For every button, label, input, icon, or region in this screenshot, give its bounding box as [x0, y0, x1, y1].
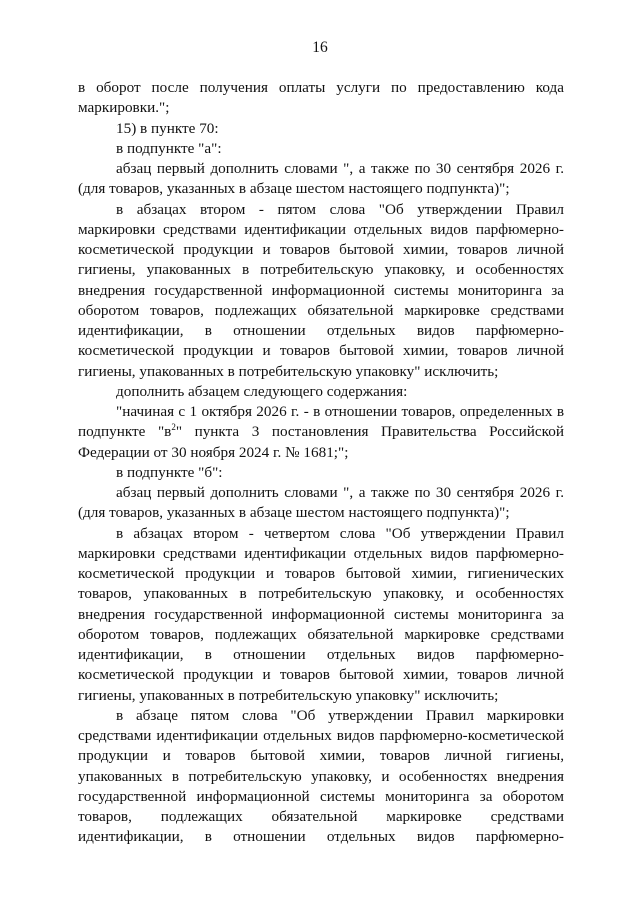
paragraph-add-subparagraph: дополнить абзацем следующего содержания:: [116, 382, 408, 400]
paragraph-continuation: в оборот после получения оплаты услуги по предоставлению кода маркировки.";: [78, 79, 564, 117]
paragraph-subitem-b: в подпункте "б":: [116, 463, 223, 481]
paragraph-new-text-after: " пункта 3 постановления Правительства Российской Федерации от 30 ноября 2024 г. № 1681;";: [78, 423, 564, 461]
paragraph-new-text: [78, 402, 564, 463]
paragraph-subitem-a: в подпункте "а":: [116, 139, 222, 157]
paragraph-amend-fifth: в абзаце пятом слова "Об утверждении Правил маркировки средствами идентификации отдельных видов парфюмерно-косметической продукции и товаров бытовой химии, товаров личной гигиены, упакованных в потребительскую упаковку, и особенностях внедрения государственной информационной системы мониторинга за оборотом товаров, подлежащих обязательной маркировке средствами идентификации, в отношении отдельных видов парфюмерно-: [78, 706, 564, 846]
superscript-mark: 2: [171, 422, 176, 433]
paragraph-amend-first-b: абзац первый дополнить словами ", а также по 30 сентября 2026 г. (для товаров, указанных в абзаце шестом настоящего подпункта)";: [78, 484, 564, 522]
paragraph-amend-second-fifth: в абзацах втором - пятом слова "Об утверждении Правил маркировки средствами идентификации отдельных видов парфюмерно-косметической продукции и товаров бытовой химии, товаров личной гигиены, упакованных в потребительскую упаковку, и особенностях внедрения государственной информационной системы мониторинга за оборотом товаров, подлежащих обязательной маркировке средствами идентификации, в отношении отдельных видов парфюмерно-косметической продукции и товаров бытовой химии, товаров личной гигиены, упакованных в потребительскую упаковку" исключить;: [78, 200, 564, 380]
paragraph-item-15: 15) в пункте 70:: [116, 119, 219, 137]
paragraph-new-text-before: "начиная с 1 октября 2026 г. - в отношении товаров, определенных в подпункте "в: [78, 403, 564, 441]
paragraph-amend-first-a: абзац первый дополнить словами ", а также по 30 сентября 2026 г. (для товаров, указанных в абзаце шестом настоящего подпункта)";: [78, 160, 564, 198]
page-number: 16: [312, 39, 328, 56]
paragraph-amend-second-fourth: в абзацах втором - четвертом слова "Об утверждении Правил маркировки средствами идентификации отдельных видов парфюмерно-косметической продукции и товаров бытовой химии, гигиенических товаров, упакованных в потребительскую упаковку, и особенностях внедрения государственной информационной системы мониторинга за оборотом товаров, подлежащих обязательной маркировке средствами идентификации, в отношении отдельных видов парфюмерно-косметической продукции и товаров бытовой химии, товаров личной гигиены, упакованных в потребительскую упаковку" исключить;: [78, 524, 564, 704]
document-body: [78, 78, 564, 848]
